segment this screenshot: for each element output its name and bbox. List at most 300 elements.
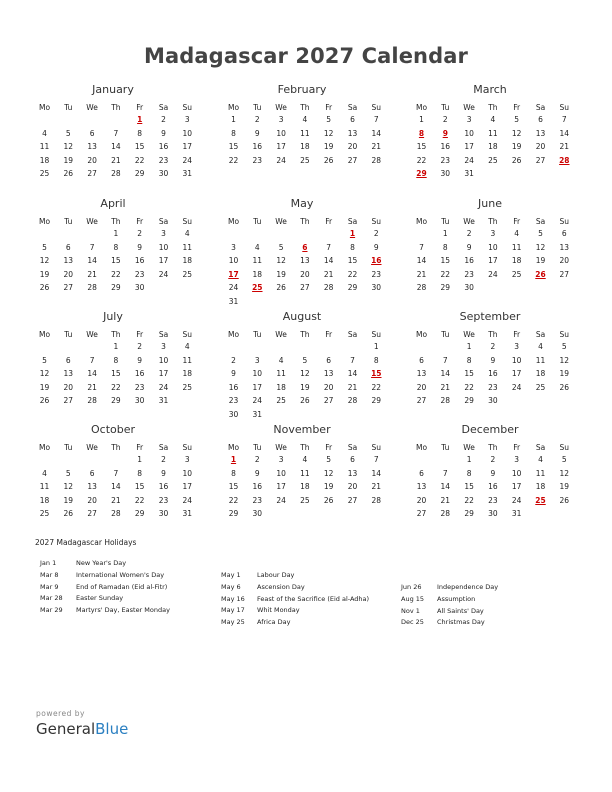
day-cell: 14 [87,369,97,379]
day-cell: 15 [416,142,427,152]
weekday-header: Su [371,103,382,112]
day-cell: 30 [488,509,498,519]
day-cell: 17 [464,142,474,152]
day-cell: 16 [158,142,169,152]
weekday-header: Fr [513,443,521,452]
day-cell: 1 [442,229,448,238]
holiday-day-cell: 1 [230,455,237,464]
day-cell: 19 [323,482,334,492]
day-cell: 22 [347,269,358,279]
day-cell: 3 [514,455,520,464]
holiday-day-cell: 8 [418,128,425,138]
day-cell: 16 [228,382,239,392]
day-cell: 22 [111,382,121,392]
weekday-header: We [86,217,98,226]
holiday-date: Jun 26 [401,583,422,591]
weekday-header: Fr [136,443,144,452]
day-cell: 21 [559,142,570,152]
day-cell: 23 [158,155,169,165]
day-cell: 13 [347,128,358,138]
day-cell: 28 [323,283,334,293]
day-cell: 23 [158,495,169,505]
weekday-header: We [86,330,98,339]
weekday-header: Su [559,443,570,452]
day-cell: 1 [419,115,424,124]
day-cell: 2 [490,342,496,351]
day-cell: 2 [254,115,260,124]
day-cell: 16 [464,256,474,266]
weekday-header: Mo [38,443,51,452]
holiday-date: Mar 29 [40,606,63,615]
weekday-header: Fr [325,217,333,226]
day-cell: 21 [87,382,97,392]
day-cell: 5 [538,229,543,238]
day-cell: 3 [184,455,190,464]
month-name: January [92,83,134,96]
day-cell: 19 [559,369,570,379]
day-cell: 27 [416,396,427,406]
weekday-header: Tu [441,217,450,226]
day-cell: 20 [347,482,358,492]
day-cell: 27 [559,269,570,279]
day-cell: 9 [490,355,496,365]
holiday-date: Aug 15 [401,594,425,603]
day-cell: 23 [134,269,145,279]
day-cell: 23 [252,495,263,505]
day-cell: 4 [184,229,190,238]
day-cell: 2 [161,115,166,124]
day-cell: 17 [182,142,193,152]
day-cell: 1 [466,455,472,464]
day-cell: 18 [39,495,50,505]
holiday-date: May 25 [221,618,245,627]
day-cell: 20 [63,269,74,279]
weekday-header: Su [371,217,382,226]
day-cell: 25 [182,269,193,279]
day-cell: 20 [300,269,310,279]
month-name: February [277,83,327,96]
day-cell: 26 [323,495,334,505]
weekday-header: Su [182,330,193,339]
day-cell: 18 [535,482,546,492]
day-cell: 20 [416,495,427,505]
day-cell: 25 [511,269,522,279]
day-cell: 7 [373,115,379,124]
day-cell: 2 [373,229,379,238]
holiday-name: Assumption [437,594,476,603]
month-name: April [100,197,126,210]
weekday-header: We [463,103,475,112]
holiday-day-cell: 6 [302,242,308,252]
day-cell: 26 [39,396,50,406]
day-cell: 19 [63,495,74,505]
weekday-header: Sa [347,443,358,452]
weekday-header: Su [559,103,570,112]
day-cell: 18 [300,142,310,152]
day-cell: 24 [182,155,193,165]
weekday-header: Sa [347,103,358,112]
day-cell: 9 [254,468,260,478]
day-cell: 21 [416,269,427,279]
day-cell: 1 [231,115,236,124]
day-cell: 22 [134,495,145,505]
day-cell: 8 [466,355,472,365]
day-cell: 2 [442,115,448,124]
day-cell: 27 [300,283,310,293]
day-cell: 15 [347,256,358,266]
day-cell: 10 [276,468,286,478]
day-cell: 5 [326,115,332,124]
day-cell: 12 [559,355,570,365]
day-cell: 16 [252,142,263,152]
day-cell: 15 [464,482,474,492]
day-cell: 18 [300,482,310,492]
weekday-header: We [86,443,98,452]
weekday-header: Su [182,103,193,112]
holiday-day-cell: 16 [371,256,382,266]
day-cell: 10 [182,128,193,138]
weekday-header: Su [559,330,570,339]
weekday-header: Su [371,330,382,339]
day-cell: 10 [252,369,263,379]
day-cell: 28 [111,509,121,519]
brand-blue: Blue [95,720,129,738]
day-cell: 26 [323,155,334,165]
day-cell: 30 [158,509,169,519]
day-cell: 19 [63,155,74,165]
day-cell: 8 [466,468,472,478]
day-cell: 8 [373,355,379,365]
day-cell: 25 [182,382,193,392]
weekday-header: Fr [513,330,521,339]
weekday-header: Fr [136,330,144,339]
day-cell: 30 [134,396,145,406]
day-cell: 9 [137,242,143,252]
day-cell: 3 [490,229,496,238]
day-cell: 22 [464,495,474,505]
weekday-header: Fr [325,443,333,452]
holiday-day-cell: 25 [252,283,263,293]
day-cell: 13 [63,256,74,266]
day-cell: 9 [254,128,260,138]
day-cell: 3 [254,355,260,365]
holiday-name: End of Ramadan (Eid al-Fitr) [76,582,168,591]
day-cell: 12 [559,468,570,478]
holiday-name: New Year's Day [76,559,127,567]
day-cell: 31 [228,297,239,306]
weekday-header: Th [488,443,498,452]
holiday-day-cell: 28 [559,155,570,165]
weekday-header: Tu [441,330,450,339]
weekday-header: Th [488,103,498,112]
day-cell: 24 [511,382,522,392]
day-cell: 8 [231,468,236,478]
day-cell: 29 [134,169,145,179]
day-cell: 28 [440,509,451,519]
day-cell: 30 [134,283,145,293]
day-cell: 24 [252,396,263,406]
day-cell: 15 [440,256,451,266]
weekday-header: Fr [513,217,521,226]
day-cell: 1 [113,342,119,351]
day-cell: 3 [161,229,166,238]
day-cell: 26 [559,382,570,392]
day-cell: 5 [42,355,47,365]
day-cell: 20 [416,382,427,392]
day-cell: 31 [511,509,522,519]
day-cell: 10 [511,468,522,478]
day-cell: 18 [182,256,193,266]
day-cell: 4 [184,342,190,351]
day-cell: 7 [113,468,119,478]
weekday-header: We [275,217,287,226]
day-cell: 14 [440,369,451,379]
day-cell: 15 [111,369,121,379]
weekday-header: Th [488,330,498,339]
day-cell: 24 [511,495,522,505]
weekday-header: Sa [158,330,169,339]
holiday-date: Mar 8 [40,570,59,579]
day-cell: 13 [347,468,358,478]
day-cell: 16 [440,142,451,152]
day-cell: 22 [228,495,239,505]
day-cell: 1 [373,342,379,351]
weekday-header: We [463,217,475,226]
holiday-name: Africa Day [257,618,291,627]
day-cell: 22 [464,382,474,392]
day-cell: 11 [276,369,286,379]
day-cell: 12 [535,242,546,252]
day-cell: 15 [464,369,474,379]
weekday-header: Fr [325,103,333,112]
day-cell: 20 [559,256,570,266]
weekday-header: Mo [38,330,51,339]
day-cell: 17 [488,256,498,266]
weekday-header: We [275,330,287,339]
day-cell: 10 [276,128,286,138]
day-cell: 11 [182,242,193,252]
day-cell: 10 [158,355,169,365]
day-cell: 6 [89,128,95,138]
generalblue-logo[interactable] [36,720,128,738]
day-cell: 11 [300,128,310,138]
day-cell: 29 [111,283,121,293]
day-cell: 19 [559,482,570,492]
day-cell: 29 [111,396,121,406]
day-cell: 21 [347,382,358,392]
day-cell: 10 [488,242,498,252]
day-cell: 22 [371,382,382,392]
day-cell: 25 [39,169,50,179]
holiday-day-cell: 26 [535,269,546,279]
holiday-date: May 17 [221,606,245,615]
day-cell: 15 [134,142,145,152]
day-cell: 22 [416,155,427,165]
day-cell: 13 [63,369,74,379]
holiday-day-cell: 15 [371,369,382,379]
weekday-header: Mo [227,103,240,112]
weekday-header: Tu [64,217,73,226]
weekday-header: We [463,443,475,452]
day-cell: 12 [39,369,50,379]
day-cell: 1 [137,455,143,464]
day-cell: 15 [228,482,239,492]
day-cell: 31 [182,509,193,519]
day-cell: 3 [466,115,472,124]
day-cell: 14 [440,482,451,492]
day-cell: 8 [113,355,119,365]
day-cell: 24 [464,155,474,165]
weekday-header: Tu [441,443,450,452]
day-cell: 25 [300,155,310,165]
weekday-header: Sa [347,217,358,226]
day-cell: 13 [559,242,570,252]
weekday-header: Fr [136,103,144,112]
day-cell: 16 [252,482,263,492]
day-cell: 22 [134,155,145,165]
day-cell: 3 [278,455,284,464]
weekday-header: Mo [38,103,51,112]
day-cell: 28 [371,495,382,505]
day-cell: 13 [87,482,97,492]
holiday-date: May 1 [221,571,241,579]
day-cell: 14 [371,468,382,478]
day-cell: 7 [442,355,448,365]
day-cell: 14 [87,256,97,266]
day-cell: 5 [302,355,308,365]
day-cell: 6 [350,115,355,124]
weekday-header: Th [488,217,498,226]
weekday-header: Sa [158,443,169,452]
day-cell: 30 [228,410,239,419]
weekday-header: Th [300,103,310,112]
day-cell: 16 [158,482,169,492]
day-cell: 26 [63,509,74,519]
day-cell: 4 [42,468,47,478]
holiday-name: Martyrs' Day, Easter Monday [76,606,170,615]
weekday-header: We [275,103,287,112]
weekday-header: Tu [64,443,73,452]
day-cell: 31 [182,169,193,179]
holiday-date: Jan 1 [40,559,57,567]
day-cell: 23 [252,155,263,165]
day-cell: 12 [323,468,334,478]
day-cell: 21 [440,495,451,505]
day-cell: 11 [488,128,498,138]
day-cell: 11 [300,468,310,478]
day-cell: 25 [488,155,498,165]
day-cell: 23 [464,269,474,279]
weekday-header: We [86,103,98,112]
day-cell: 21 [323,269,334,279]
day-cell: 26 [300,396,310,406]
day-cell: 2 [161,455,166,464]
day-cell: 5 [514,115,520,124]
day-cell: 25 [535,382,546,392]
day-cell: 12 [276,256,286,266]
day-cell: 15 [134,482,145,492]
weekday-header: Mo [227,217,240,226]
day-cell: 30 [440,169,451,179]
day-cell: 28 [416,283,427,293]
day-cell: 7 [113,128,119,138]
brand-general: General [36,720,96,738]
day-cell: 17 [511,482,522,492]
day-cell: 12 [63,142,74,152]
day-cell: 9 [490,468,496,478]
holiday-name: Whit Monday [257,606,300,615]
day-cell: 8 [350,242,355,252]
day-cell: 13 [323,369,334,379]
weekday-header: Tu [64,103,73,112]
day-cell: 24 [488,269,498,279]
day-cell: 6 [350,455,355,464]
day-cell: 28 [440,396,451,406]
weekday-header: Tu [253,217,262,226]
weekday-header: Mo [415,330,428,339]
day-cell: 12 [63,482,74,492]
day-cell: 14 [347,369,358,379]
day-cell: 4 [490,115,496,124]
weekday-header: Mo [38,217,51,226]
day-cell: 15 [111,256,121,266]
day-cell: 28 [371,155,382,165]
day-cell: 7 [561,115,567,124]
day-cell: 20 [323,382,334,392]
day-cell: 8 [231,128,236,138]
day-cell: 5 [561,342,567,351]
day-cell: 29 [228,509,239,519]
day-cell: 9 [466,242,472,252]
day-cell: 5 [326,455,332,464]
day-cell: 1 [113,229,119,238]
day-cell: 4 [302,115,308,124]
weekday-header: Sa [535,217,546,226]
day-cell: 26 [63,169,74,179]
holiday-day-cell: 9 [442,128,448,138]
weekday-header: Tu [441,103,450,112]
day-cell: 6 [65,242,71,252]
weekday-header: Mo [415,217,428,226]
day-cell: 2 [254,455,260,464]
day-cell: 7 [350,355,355,365]
day-cell: 30 [371,283,382,293]
day-cell: 7 [373,455,379,464]
day-cell: 5 [65,468,71,478]
day-cell: 19 [39,382,50,392]
day-cell: 12 [323,128,334,138]
day-cell: 14 [111,482,121,492]
day-cell: 8 [137,128,143,138]
weekday-header: Tu [64,330,73,339]
weekday-header: We [463,330,475,339]
holiday-day-cell: 17 [228,269,239,279]
day-cell: 23 [371,269,382,279]
day-cell: 6 [65,355,71,365]
day-cell: 15 [228,142,239,152]
day-cell: 29 [134,509,145,519]
day-cell: 27 [63,396,74,406]
day-cell: 2 [231,355,236,365]
month-name: September [459,310,521,323]
day-cell: 23 [488,382,498,392]
day-cell: 2 [466,229,472,238]
holiday-date: May 6 [221,582,241,591]
day-cell: 4 [538,455,543,464]
day-cell: 17 [276,142,286,152]
day-cell: 28 [87,283,97,293]
day-cell: 5 [42,242,47,252]
